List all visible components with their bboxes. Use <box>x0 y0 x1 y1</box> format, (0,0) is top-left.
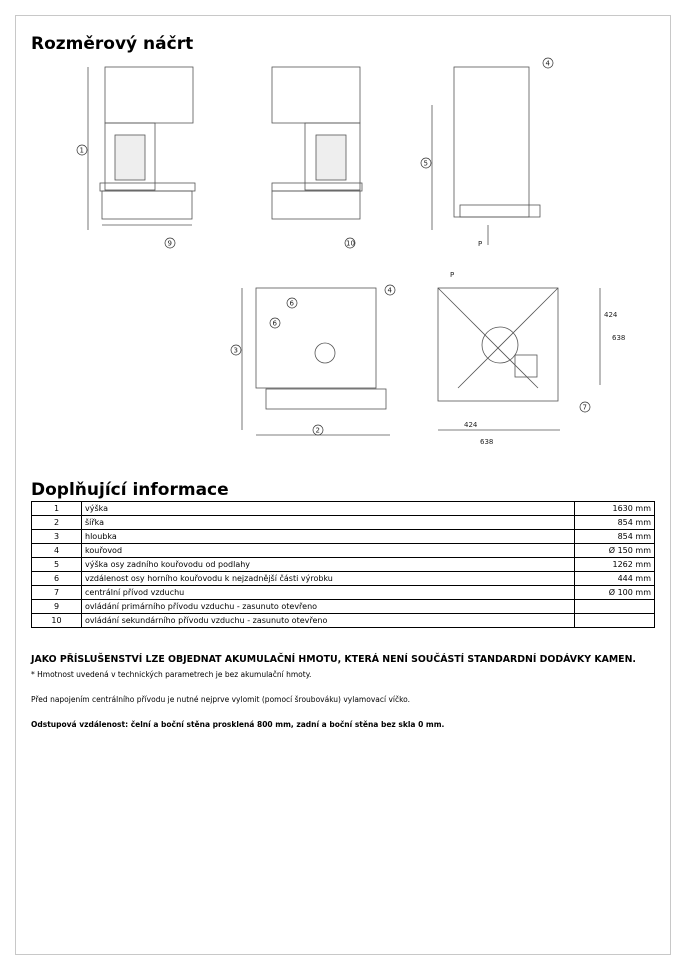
table-row <box>32 586 655 600</box>
table-row <box>32 544 655 558</box>
table-cell-num: 6 <box>32 572 82 586</box>
table-cell-label: kouřovod <box>82 544 575 558</box>
table-cell-label: výška <box>82 502 575 516</box>
table-row <box>32 614 655 628</box>
table-cell-num: 4 <box>32 544 82 558</box>
table-cell-value: 854 mm <box>575 530 655 544</box>
table-cell-num: 10 <box>32 614 82 628</box>
table-row <box>32 502 655 516</box>
table-cell-value: 1630 mm <box>575 502 655 516</box>
table-cell-value <box>575 614 655 628</box>
table-row <box>32 516 655 530</box>
table-cell-value: 1262 mm <box>575 558 655 572</box>
dimension-drawing <box>60 55 640 465</box>
table-cell-value: 854 mm <box>575 516 655 530</box>
callout-1: 1 <box>79 146 84 155</box>
table-cell-value: 444 mm <box>575 572 655 586</box>
table-cell-num: 2 <box>32 516 82 530</box>
callout-5: 5 <box>423 159 428 168</box>
table-cell-label: ovládání primárního přívodu vzduchu - zasunuto otevřeno <box>82 600 575 614</box>
table-cell-label: šířka <box>82 516 575 530</box>
callout-10: 10 <box>346 239 355 248</box>
weight-note: * Hmotnost uvedená v technických parametrech je bez akumulační hmoty. <box>31 670 312 679</box>
table-cell-label: hloubka <box>82 530 575 544</box>
callout-4-top: 4 <box>545 59 550 68</box>
table-cell-num: 9 <box>32 600 82 614</box>
distance-note: Odstupová vzdálenost: čelní a boční stěna prosklená 800 mm, zadní a boční stěna bez skla 0 mm. <box>31 720 445 729</box>
table-row <box>32 572 655 586</box>
callout-9: 9 <box>167 239 172 248</box>
info-title: Doplňující informace <box>31 480 229 500</box>
table-cell-value <box>575 600 655 614</box>
dim-638-bottom: 638 <box>480 438 494 446</box>
table-cell-label: výška osy zadního kouřovodu od podlahy <box>82 558 575 572</box>
callout-3: 3 <box>233 346 238 355</box>
label-p-bottom: P <box>478 240 483 248</box>
callout-2: 2 <box>315 426 320 435</box>
table-cell-label: vzdálenost osy horního kouřovodu k nejzadnější části výrobku <box>82 572 575 586</box>
callout-6a: 6 <box>289 299 294 308</box>
table-cell-value: Ø 150 mm <box>575 544 655 558</box>
table-cell-value: Ø 100 mm <box>575 586 655 600</box>
callout-7: 7 <box>582 403 587 412</box>
dim-638-side: 638 <box>612 334 626 342</box>
callout-6b: 6 <box>272 319 277 328</box>
table-cell-num: 7 <box>32 586 82 600</box>
central-air-note: Před napojením centrálního přívodu je nutné nejprve vylomit (pomocí šroubováku) vylamovací víčko. <box>31 695 411 704</box>
label-p-top: P <box>450 271 455 279</box>
sketch-title: Rozměrový náčrt <box>31 34 194 54</box>
table-cell-num: 3 <box>32 530 82 544</box>
table-cell-num: 5 <box>32 558 82 572</box>
dim-424-side: 424 <box>604 311 618 319</box>
table-row <box>32 600 655 614</box>
dim-424-bottom: 424 <box>464 421 478 429</box>
table-cell-label: centrální přívod vzduchu <box>82 586 575 600</box>
accessory-note: JAKO PŘÍSLUŠENSTVÍ LZE OBJEDNAT AKUMULAČNÍ HMOTU, KTERÁ NENÍ SOUČÁSTÍ STANDARDNÍ DODÁVKY KAMEN. <box>31 654 636 665</box>
table-row <box>32 530 655 544</box>
info-table <box>31 501 655 628</box>
table-cell-num: 1 <box>32 502 82 516</box>
table-cell-label: ovládání sekundárního přívodu vzduchu - zasunuto otevřeno <box>82 614 575 628</box>
table-row <box>32 558 655 572</box>
callout-4-bottom: 4 <box>387 286 392 295</box>
